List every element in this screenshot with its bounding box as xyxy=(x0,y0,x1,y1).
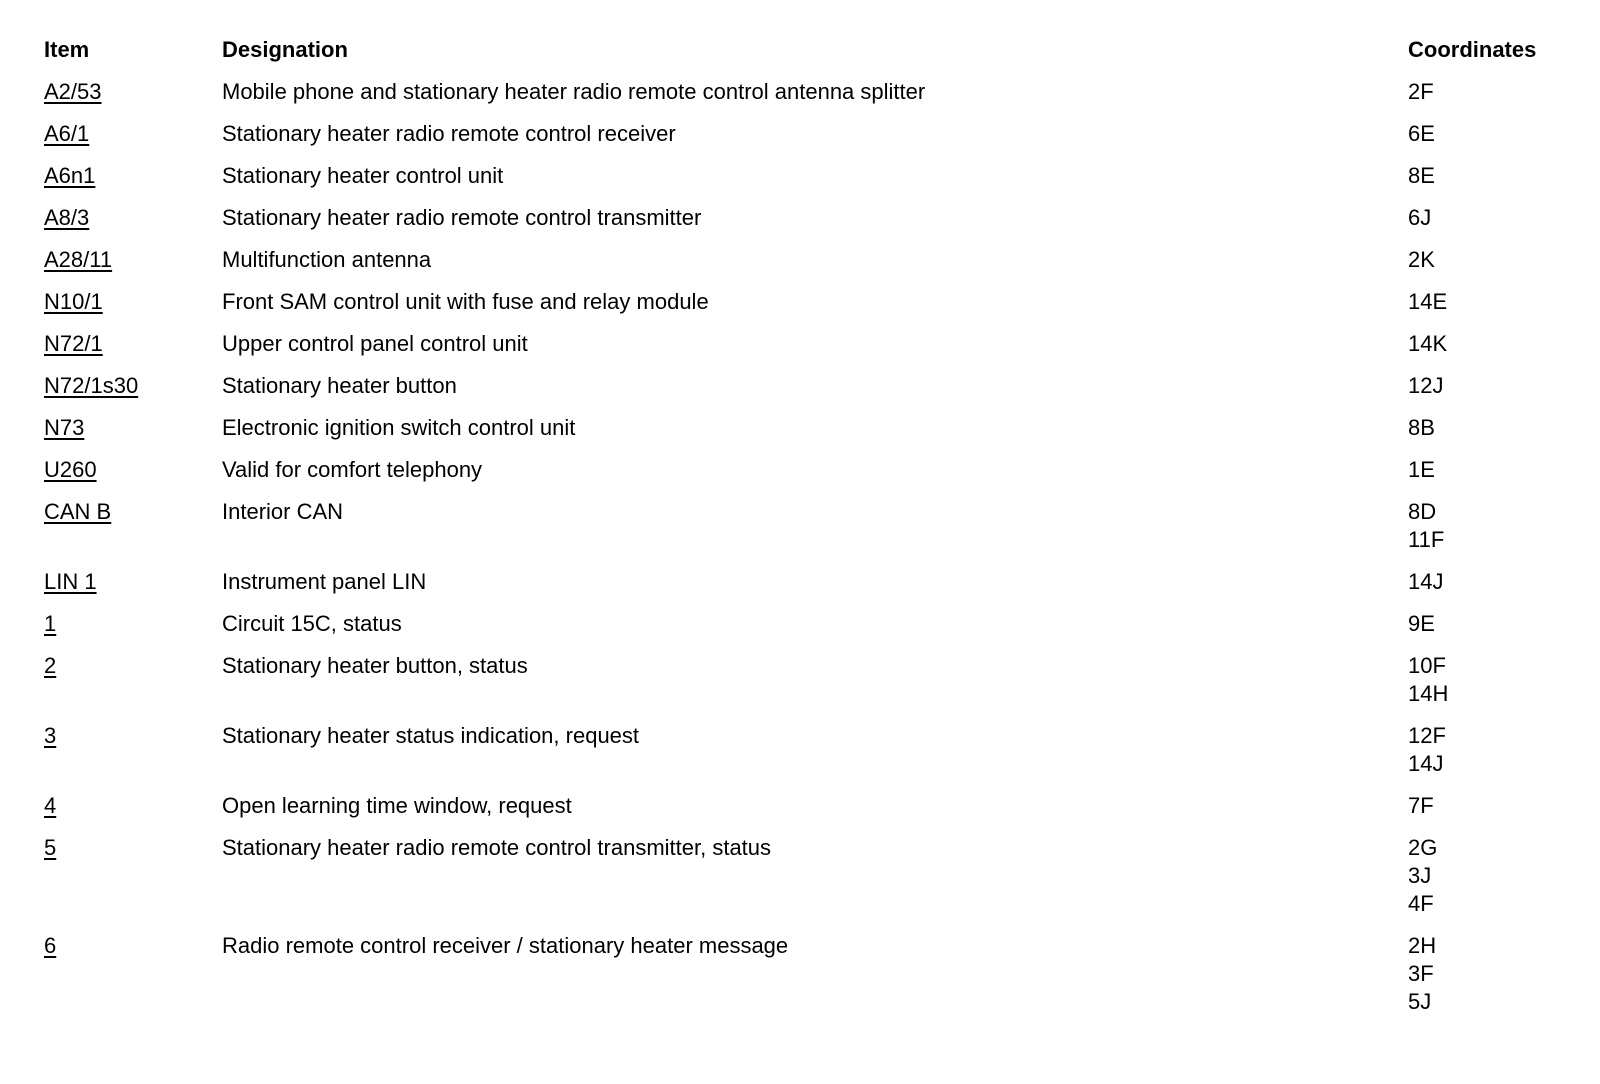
coordinate-value: 9E xyxy=(1408,611,1435,636)
table-row xyxy=(44,246,1584,288)
designation-cell: Interior CAN xyxy=(222,499,344,524)
designation-cell: Electronic ignition switch control unit xyxy=(222,415,576,440)
coordinate-value: 2K xyxy=(1408,247,1435,272)
table-row xyxy=(44,120,1584,162)
coordinate-value: 8E xyxy=(1408,163,1435,188)
table-row xyxy=(44,330,1584,372)
item-link[interactable]: A2/53 xyxy=(44,79,102,104)
coordinates-cell xyxy=(1408,652,1584,722)
item-cell xyxy=(44,792,222,834)
item-link[interactable]: A6/1 xyxy=(44,121,90,146)
designation-cell: Open learning time window, request xyxy=(222,793,572,818)
coordinate-value: 2F xyxy=(1408,79,1434,104)
coordinate-value: 3F xyxy=(1408,961,1434,986)
item-cell xyxy=(44,78,222,120)
item-link[interactable]: LIN 1 xyxy=(44,569,97,594)
coordinate-value: 7F xyxy=(1408,793,1434,818)
item-cell xyxy=(44,568,222,610)
table-row xyxy=(44,722,1584,792)
table-row xyxy=(44,610,1584,652)
table-row xyxy=(44,204,1584,246)
item-cell xyxy=(44,932,222,1030)
coordinates-cell xyxy=(1408,456,1584,498)
coordinate-value: 6J xyxy=(1408,205,1432,230)
coordinates-cell xyxy=(1408,414,1584,456)
coordinates-cell xyxy=(1408,498,1584,568)
item-link[interactable]: 6 xyxy=(44,933,57,958)
designation-cell: Stationary heater button, status xyxy=(222,653,528,678)
table-row xyxy=(44,792,1584,834)
item-cell xyxy=(44,120,222,162)
item-link[interactable]: N73 xyxy=(44,415,85,440)
item-cell xyxy=(44,288,222,330)
designation-cell: Stationary heater radio remote control transmitter xyxy=(222,205,702,230)
coordinate-value: 2G xyxy=(1408,835,1438,860)
item-link[interactable]: A28/11 xyxy=(44,247,113,272)
table-row xyxy=(44,652,1584,722)
table-body xyxy=(44,78,1584,1030)
coordinate-value: 14K xyxy=(1408,331,1448,356)
designation-cell: Front SAM control unit with fuse and relay module xyxy=(222,289,709,314)
designation-cell: Stationary heater radio remote control receiver xyxy=(222,121,676,146)
item-link[interactable]: CAN B xyxy=(44,499,112,524)
column-header-designation: Designation xyxy=(222,37,348,62)
item-link[interactable]: N72/1 xyxy=(44,331,103,356)
table-row xyxy=(44,78,1584,120)
item-cell xyxy=(44,414,222,456)
item-cell xyxy=(44,204,222,246)
table-row xyxy=(44,834,1584,932)
coordinate-value: 8B xyxy=(1408,415,1435,440)
coordinate-value: 2H xyxy=(1408,933,1437,958)
table-row xyxy=(44,498,1584,568)
coordinates-cell xyxy=(1408,246,1584,288)
item-link[interactable]: A8/3 xyxy=(44,205,90,230)
coordinate-value: 12J xyxy=(1408,373,1444,398)
item-cell xyxy=(44,834,222,932)
table-row xyxy=(44,372,1584,414)
designation-cell: Upper control panel control unit xyxy=(222,331,528,356)
item-link[interactable]: N72/1s30 xyxy=(44,373,139,398)
coordinates-cell xyxy=(1408,792,1584,834)
coordinates-cell xyxy=(1408,568,1584,610)
table-row xyxy=(44,162,1584,204)
coordinate-value: 6E xyxy=(1408,121,1435,146)
item-cell xyxy=(44,722,222,792)
coordinate-value: 14J xyxy=(1408,751,1444,776)
coordinate-value: 14H xyxy=(1408,681,1449,706)
item-link[interactable]: U260 xyxy=(44,457,97,482)
designation-cell: Valid for comfort telephony xyxy=(222,457,483,482)
item-link[interactable]: 4 xyxy=(44,793,57,818)
item-link[interactable]: N10/1 xyxy=(44,289,103,314)
item-cell xyxy=(44,652,222,722)
designation-cell: Mobile phone and stationary heater radio remote control antenna splitter xyxy=(222,79,926,104)
table-header xyxy=(44,36,1584,78)
designation-cell: Instrument panel LIN xyxy=(222,569,427,594)
coordinates-cell xyxy=(1408,372,1584,414)
column-header-item: Item xyxy=(44,37,90,62)
coordinates-cell xyxy=(1408,722,1584,792)
designation-cell: Multifunction antenna xyxy=(222,247,432,272)
table-row xyxy=(44,414,1584,456)
coordinate-value: 3J xyxy=(1408,863,1432,888)
coordinates-cell xyxy=(1408,204,1584,246)
item-cell xyxy=(44,456,222,498)
item-cell xyxy=(44,162,222,204)
table-row xyxy=(44,288,1584,330)
item-link[interactable]: 5 xyxy=(44,835,57,860)
item-cell xyxy=(44,330,222,372)
designation-cell: Stationary heater radio remote control transmitter, status xyxy=(222,835,772,860)
coordinates-cell xyxy=(1408,120,1584,162)
item-cell xyxy=(44,246,222,288)
coordinates-cell xyxy=(1408,932,1584,1030)
table-row xyxy=(44,932,1584,1030)
designation-cell: Stationary heater control unit xyxy=(222,163,504,188)
coordinate-value: 14E xyxy=(1408,289,1448,314)
coordinate-value: 5J xyxy=(1408,989,1432,1014)
designation-cell: Radio remote control receiver / stationary heater message xyxy=(222,933,789,958)
coordinates-cell xyxy=(1408,610,1584,652)
table-row xyxy=(44,456,1584,498)
coordinates-cell xyxy=(1408,162,1584,204)
coordinate-value: 12F xyxy=(1408,723,1446,748)
item-link[interactable]: 3 xyxy=(44,723,57,748)
designation-cell: Circuit 15C, status xyxy=(222,611,402,636)
coordinates-cell xyxy=(1408,834,1584,932)
coordinates-cell xyxy=(1408,288,1584,330)
item-cell xyxy=(44,372,222,414)
coordinate-value: 11F xyxy=(1408,527,1445,552)
designation-cell: Stationary heater button xyxy=(222,373,457,398)
item-link[interactable]: 1 xyxy=(44,611,57,636)
table-row xyxy=(44,568,1584,610)
header-row xyxy=(44,36,1584,78)
designation-cell: Stationary heater status indication, request xyxy=(222,723,640,748)
coordinates-cell xyxy=(1408,78,1584,120)
coordinate-value: 8D xyxy=(1408,499,1437,524)
column-header-coordinates: Coordinates xyxy=(1408,37,1537,62)
item-cell xyxy=(44,610,222,652)
coordinate-value: 10F xyxy=(1408,653,1446,678)
coordinate-value: 1E xyxy=(1408,457,1435,482)
coordinate-value: 14J xyxy=(1408,569,1444,594)
item-link[interactable]: 2 xyxy=(44,653,57,678)
legend-table xyxy=(44,36,1584,1030)
item-link[interactable]: A6n1 xyxy=(44,163,96,188)
coordinate-value: 4F xyxy=(1408,891,1434,916)
item-cell xyxy=(44,498,222,568)
coordinates-cell xyxy=(1408,330,1584,372)
